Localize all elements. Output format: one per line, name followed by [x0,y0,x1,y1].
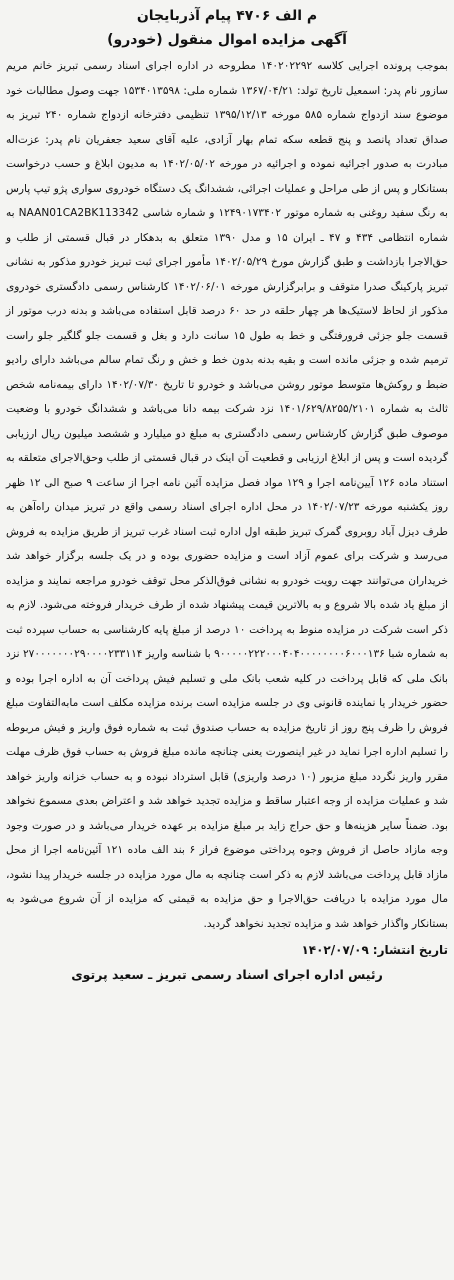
publication-date-line [6,938,448,962]
reference-number: م الف ۴۷۰۶ پیام آذربایجان [136,8,318,24]
notice-title: آگهی مزایده اموال منقول (خودرو) [107,32,347,48]
publication-date-value: ۱۴۰۲/۰۷/۰۹ [301,943,369,957]
notice-header [6,4,448,52]
notice-footer [6,938,448,988]
publication-date-label: تاریخ انتشار: [372,943,448,957]
signature-line: رئیس اداره اجرای اسناد رسمی تبریز ـ سعید پرتوی [71,967,383,982]
notice-body-paragraph: بموجب پرونده اجرایی کلاسه ۱۴۰۲۰۲۲۹۲ مطروحه در اداره اجرای اسناد رسمی تبریز خانم مریم سازور نام پدر: اسمعیل تاریخ تولد: ۱۳۶۷/۰۴/۲۱ شماره ملی: ۱۵۳۴۰۱۳۵۹۸ جهت وصول مطالبات خود موضوع سند ازدواج شماره ۵۸۵ مورخه ۱۳۹۵/۱۲/۱۳ تنظیمی دفترخانه ازدواج شماره ۲۴۰ تبریز به صداق تعداد پانصد و پنج قطعه سکه تمام بهار آزادی، علیه آقای سعید جعفریان نام پدر: عزت‌اله مبادرت به صدور اجرائیه نموده و اجرائیه در مورخه ۱۴۰۲/۰۵/۰۲ به مدیون ابلاغ و حسب درخواست بستانکار و پس از طی مراحل و عملیات اجرائی، ششدانگ یک دستگاه خودروی سواری پژو تیپ پارس به رنگ سفید روغنی به شماره موتور ۱۲۴۹۰۱۷۳۴۰۲ و شماره شاسی NAAN01CA2BK113342 به شماره انتظامی ۴۳۴ و ۴۷ ـ ایران ۱۵ و مدل ۱۳۹۰ متعلق به بدهکار در قبال قسمتی از طلب و حق‌الاجرا بازداشت و طبق گزارش مورخ ۱۴۰۲/۰۵/۲۹ مأمور اجرای ثبت تبریز خودرو مذکور به نشانی تبریز پارکینگ صدرا متوقف و برابرگزارش مورخه ۱۴۰۲/۰۶/۰۱ کارشناس رسمی دادگستری خودروی مذکور از لحاظ لاستیک‌ها هر چهار حلقه در حد ۶۰ درصد قابل استفاده می‌باشد و بدنه درب موتور از قسمت جلو جزئی فرورفتگی و خط به طول ۱۵ سانت دارد و بغل و قسمت جلو گلگیر جلو راست ترمیم شده و جزئی مانده است و بقیه بدنه بدون خط و خش و رنگ تمام سالم می‌باشد دارای رادیو ضبط و روکش‌ها متوسط موتور روشن می‌باشد و خودرو تا تاریخ ۱۴۰۲/۰۷/۳۰ دارای بیمه‌نامه شخص ثالث به شماره ۱۴۰۱/۶۲۹/۸۲۵۵/۲۱۰۱ نزد شرکت بیمه دانا می‌باشد و ششدانگ خودرو با وضعیت موصوف طبق گزارش کارشناس رسمی دادگستری به مبلغ دو میلیارد و ششصد میلیون ریال ارزیابی گردیده است و پس از ابلاغ ارزیابی و قطعیت آن اینک در قبال قسمتی از طلب وحق‌الاجرای متعلقه به استناد ماده ۱۲۶ آیین‌نامه اجرا و ۱۲۹ مواد فصل مزایده آئین نامه اجرا از ساعت ۹ صبح الی ۱۲ ظهر روز یکشنبه مورخه ۱۴۰۲/۰۷/۲۳ در محل اداره اجرای اسناد رسمی واقع در تبریز میدان راه‌آهن به طرف دیزل آباد روبروی گمرک تبریز طبقه اول اداره ثبت اسناد غرب تبریز از طریق مزایده به فروش می‌رسد و شرکت برای عموم آزاد است و مزایده حضوری بوده و در یک جلسه برگزار خواهد شد خریداران می‌توانند جهت رویت خودرو به نشانی فوق‌الذکر محل توقف خودرو مراجعه نمایند و مزایده از مبلغ یاد شده بالا شروع و به بالاترین قیمت پیشنهاد شده از طرف خریدار فروخته می‌شود. لازم به ذکر است شرکت در مزایده منوط به پرداخت ۱۰ درصد از مبلغ پایه کارشناسی به حساب سپرده ثبت به شماره شبا ۹۰۰۰۰۰۲۲۲۰۰۰۴۰۴۰۰۰۰۰۰۰۰۶۰۰۰۱۳۶ با شناسه واریز ۲۷۰۰۰۰۰۰۰۲۹۰۰۰۰۲۳۳۱۱۴ نزد بانک ملی که قابل پرداخت در کلیه شعب بانک ملی و تسلیم فیش پرداخت آن به اداره اجرا بوده و حضور خریدار یا نماینده قانونی وی در جلسه مزایده است برنده مزایده مکلف است مابه‌التفاوت مبلغ فروش را ظرف پنج روز از تاریخ مزایده به حساب صندوق ثبت به شماره فوق واریز و فیش مربوطه را تسلیم اداره اجرا نماید در غیر اینصورت یعنی چنانچه مانده مبلغ فروش به حساب فوق ظرف مهلت مقرر واریز نگردد مبلغ مزبور (۱۰ درصد واریزی) قابل استرداد نبوده و به حساب خزانه واریز خواهد شد و عملیات مزایده از وجه اعتبار ساقط و مزایده تجدید خواهد شد و اعتراض بعدی مسموع نخواهد بود. ضمناً سایر هزینه‌ها و حق حراج زاید بر مبلغ مزایده بر عهده خریدار می‌باشد و در صورت وجود وجه مازاد حاصل از فروش وجوه پرداختی موضوع فراز ۶ بند الف ماده ۱۲۱ آئین‌نامه اجرا از محل مازاد قابل پرداخت می‌باشد لازم به ذکر است چنانچه به مال مورد مزایده در جلسه خریدار پیدا نشود، مال مورد مزایده با دریافت حق‌الاجرا و حق مزایده به قیمتی که مزایده از آن شروع می‌شود به بستانکار واگذار خواهد شد و مزایده تجدید نخواهد گردید. [6,60,449,930]
